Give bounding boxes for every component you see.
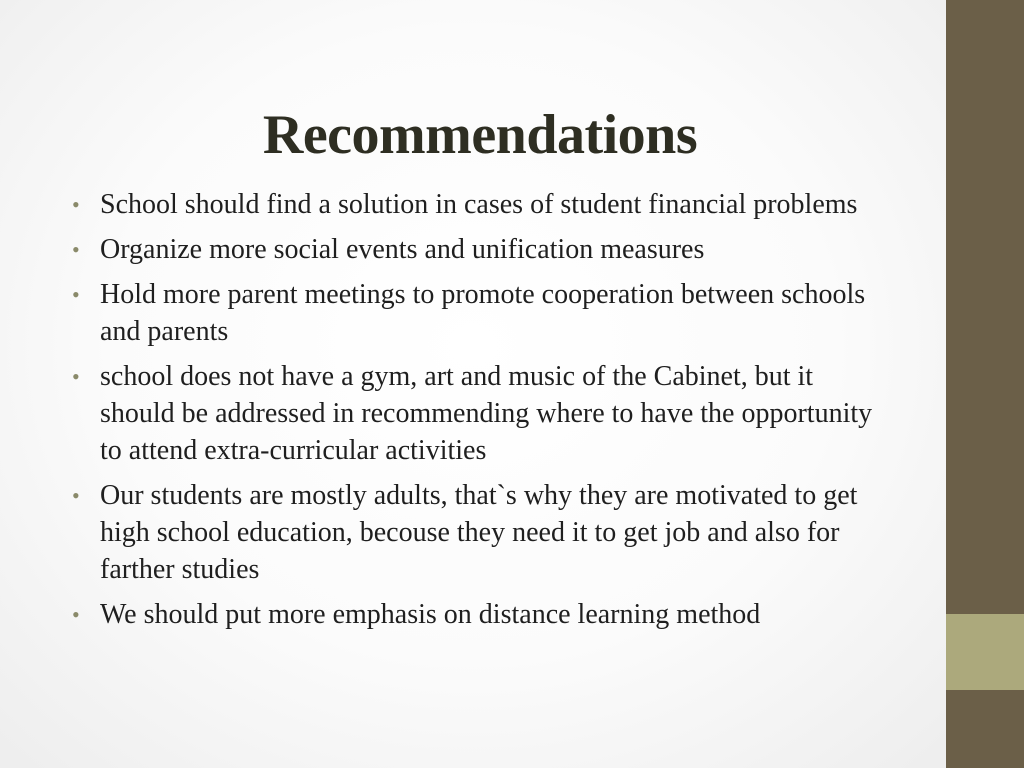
side-accent-block xyxy=(946,614,1024,690)
bullet-text: We should put more emphasis on distance learning method xyxy=(100,599,761,630)
bullet-list xyxy=(72,186,892,641)
slide-title: Recommendations xyxy=(262,103,698,166)
bullet-icon: • xyxy=(72,602,80,627)
bullet-text: Hold more parent meetings to promote cooperation between schools and parents xyxy=(100,279,866,347)
bullet-icon: • xyxy=(72,483,80,508)
bullet-text: school does not have a gym, art and music of the Cabinet, but it should be addressed in recommending where to have the opportunity to attend extra-curricular activities xyxy=(100,361,873,466)
bullet-icon: • xyxy=(72,237,80,262)
bullet-text: Organize more social events and unification measures xyxy=(100,234,705,265)
bullet-icon: • xyxy=(72,282,80,307)
bullet-icon: • xyxy=(72,364,80,389)
bullet-icon: • xyxy=(72,192,80,217)
bullet-item-6 xyxy=(72,596,892,633)
bullet-text: School should find a solution in cases of student financial problems xyxy=(100,189,858,220)
bullet-item-1 xyxy=(72,186,892,223)
bullet-item-4 xyxy=(72,358,892,469)
bullet-item-2 xyxy=(72,231,892,268)
bullet-text: Our students are mostly adults, that`s why they are motivated to get high school education, becouse they need it to get job and also for farther studies xyxy=(100,480,858,585)
bullet-item-5 xyxy=(72,477,892,588)
bullet-item-3 xyxy=(72,276,892,350)
